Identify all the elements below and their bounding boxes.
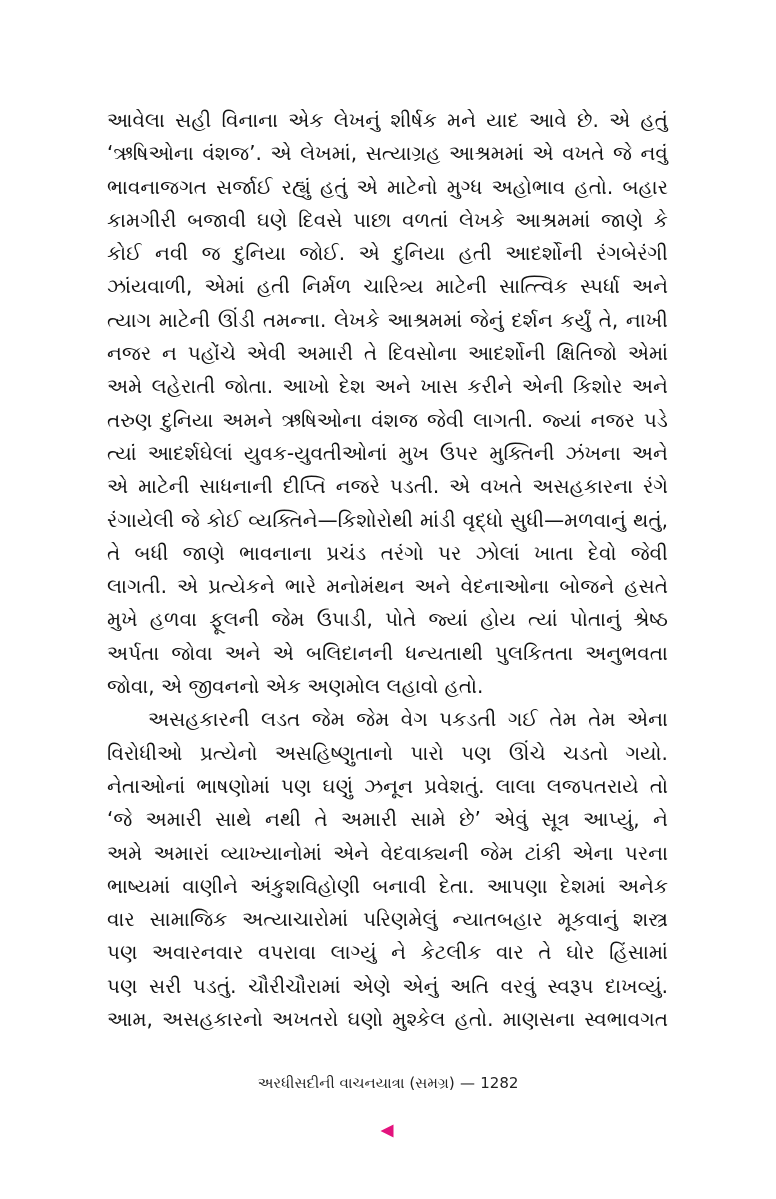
word: ટાંકી bbox=[524, 840, 562, 865]
word: લાગતી. bbox=[107, 574, 167, 599]
word: ભાવનાના bbox=[239, 540, 313, 565]
word: પ્રત્યેકને bbox=[208, 574, 275, 599]
word: કોઈ bbox=[206, 507, 242, 532]
page-number: 1282 bbox=[480, 1074, 519, 1092]
word: ગઈ bbox=[507, 707, 538, 732]
word: પડતું. bbox=[192, 973, 237, 998]
word: બનાવી bbox=[372, 873, 427, 898]
word: આપ્યું, bbox=[583, 807, 640, 832]
word: વેદનાઓના bbox=[460, 574, 550, 599]
word: ઘણું bbox=[322, 773, 354, 798]
word: દર્શન bbox=[511, 307, 553, 332]
body-text bbox=[107, 104, 668, 1036]
word: ઊંચે bbox=[508, 740, 546, 765]
word: હિંસામાં bbox=[609, 940, 668, 965]
word: વંશજ bbox=[371, 407, 418, 432]
word: લેખકે bbox=[334, 307, 380, 332]
word: અસહિષ્ણુતાનો bbox=[274, 740, 394, 765]
word: ‘ઋષિઓના bbox=[107, 141, 194, 166]
word: જે bbox=[180, 507, 200, 532]
word: વપરાવા bbox=[257, 940, 317, 965]
word: એક bbox=[288, 108, 324, 132]
word: તેમ bbox=[588, 707, 616, 732]
word: પુલકિતતા bbox=[495, 640, 574, 665]
word: લજપતરાયે bbox=[546, 773, 639, 798]
word: રંગે bbox=[642, 474, 668, 499]
text-line bbox=[107, 237, 668, 270]
word: મુખે bbox=[107, 607, 138, 632]
word: અને bbox=[631, 440, 668, 465]
word: અવારનવાર bbox=[152, 940, 244, 965]
word: એને bbox=[333, 840, 370, 865]
word: તેમ bbox=[549, 707, 577, 732]
word: મૂકવાનું bbox=[557, 907, 618, 932]
word: ખાસ bbox=[420, 374, 458, 399]
word: એ bbox=[358, 241, 380, 266]
word: ભાવનાજગત bbox=[107, 174, 207, 199]
word: એ bbox=[356, 174, 378, 199]
word: પકડતી bbox=[439, 707, 497, 732]
word: જ bbox=[201, 241, 221, 266]
word: સૂત્ર bbox=[541, 807, 570, 832]
word: અત્યાચારોમાં bbox=[242, 907, 349, 932]
word: જ્યાં bbox=[542, 407, 582, 432]
previous-page-button[interactable] bbox=[380, 1124, 394, 1138]
word: દેવો bbox=[587, 540, 617, 565]
word: અને bbox=[414, 574, 451, 599]
word: રહ્યું bbox=[281, 174, 311, 199]
word: માટેનો bbox=[386, 174, 438, 199]
word: એણે bbox=[352, 973, 391, 998]
word: નિર્મળ bbox=[302, 274, 352, 299]
word: નથી bbox=[265, 807, 301, 832]
text-line bbox=[107, 504, 668, 537]
word: અસહકારનો bbox=[162, 1007, 263, 1032]
word: કોઈ bbox=[107, 241, 142, 266]
word: વ્યાખ્યાનોમાં bbox=[220, 840, 322, 865]
word: નવું bbox=[640, 141, 668, 166]
word: અમારાં bbox=[153, 840, 210, 865]
word: વખતે bbox=[562, 141, 605, 166]
text-line bbox=[107, 270, 668, 303]
word: શસ્ત્ર bbox=[632, 907, 668, 932]
word: દુનિયા bbox=[393, 241, 446, 266]
word: એના bbox=[627, 707, 668, 732]
word: એમાં bbox=[627, 341, 668, 366]
word: દુનિયા bbox=[161, 407, 214, 432]
word: પડતી. bbox=[389, 474, 440, 499]
word: છે. bbox=[577, 108, 599, 132]
word: લેખનું bbox=[333, 108, 381, 132]
word: ભાષણોમાં bbox=[196, 773, 270, 798]
word: કરીને bbox=[467, 374, 513, 399]
word: ઉપાડી, bbox=[316, 607, 373, 632]
word: નવી bbox=[155, 241, 189, 266]
word: વાર bbox=[495, 940, 524, 965]
word: અંકુશવિહોણી bbox=[250, 873, 361, 898]
word: અને bbox=[632, 274, 668, 299]
word: વરવું bbox=[500, 973, 536, 998]
word: નાખી bbox=[625, 307, 668, 332]
book-title: અરધીસદીની વાચનયાત્રા (સમગ્ર) bbox=[257, 1074, 455, 1092]
word: ત્યાં bbox=[107, 440, 137, 465]
word: એ bbox=[449, 474, 471, 499]
text-line bbox=[107, 970, 668, 1003]
word: ચારિત્ર્ય bbox=[363, 274, 424, 299]
word: બોજને bbox=[559, 574, 615, 599]
text-line bbox=[107, 337, 668, 370]
word: પડે bbox=[643, 407, 668, 432]
text-line bbox=[107, 204, 668, 237]
word: તરંગો bbox=[380, 540, 424, 565]
word: શ્રેષ્ઠ bbox=[633, 607, 668, 632]
word: ત્યાગ bbox=[107, 307, 152, 332]
word: ઝંખના bbox=[565, 440, 621, 465]
word: દેશ bbox=[338, 374, 366, 399]
word: જેમ bbox=[356, 707, 390, 732]
word: લહેરાતી bbox=[151, 374, 216, 399]
word: ખાતા bbox=[534, 540, 574, 565]
word: નેતાઓનાં bbox=[107, 773, 186, 798]
word: આદર્શોની bbox=[467, 341, 546, 366]
word: મુગ્ધ bbox=[446, 174, 483, 199]
text-line bbox=[107, 603, 668, 636]
word: વેગ bbox=[400, 707, 428, 732]
word: જેમ bbox=[480, 840, 514, 865]
word: આપણા bbox=[486, 873, 548, 898]
text-line bbox=[107, 304, 668, 337]
word: એના bbox=[572, 840, 614, 865]
word: અને bbox=[224, 640, 261, 665]
word: અનુભવતા bbox=[585, 640, 668, 665]
word: જે bbox=[613, 141, 632, 166]
word: પાછા bbox=[353, 207, 392, 232]
word: લેખમાં, bbox=[300, 141, 358, 166]
word: ઋષિઓના bbox=[281, 407, 362, 432]
text-line bbox=[107, 104, 668, 137]
word: એમાં bbox=[204, 274, 245, 299]
word: દેશમાં bbox=[559, 873, 606, 898]
word: યુવક-યુવતીઓનાં bbox=[243, 440, 388, 465]
word: અમે bbox=[107, 374, 143, 399]
word: દિવસોના bbox=[387, 341, 458, 366]
word: ઉપર bbox=[439, 440, 479, 465]
word: એ bbox=[609, 108, 631, 132]
word: હતો. bbox=[454, 1007, 494, 1032]
text-line bbox=[107, 803, 668, 836]
word: લડત bbox=[260, 707, 301, 732]
word: થતું, bbox=[632, 507, 668, 532]
page-footer bbox=[0, 1073, 776, 1093]
text-line bbox=[107, 370, 668, 403]
word: સર્જાઈ bbox=[216, 174, 273, 199]
word: વૃદ્ધો bbox=[462, 507, 504, 532]
word: વિરોધીઓ bbox=[107, 740, 183, 765]
text-line bbox=[107, 1003, 668, 1036]
word: બધી bbox=[134, 540, 169, 565]
word: ઊંડી bbox=[217, 307, 256, 332]
word: અર્પતા bbox=[107, 640, 160, 665]
word: એનું bbox=[402, 973, 439, 998]
word: હળવા bbox=[149, 607, 197, 632]
text-line bbox=[107, 936, 668, 969]
word: ઘણો bbox=[347, 1007, 384, 1032]
word: અમારી bbox=[340, 807, 398, 832]
word: બહાર bbox=[622, 174, 668, 199]
word: વેદવાક્યની bbox=[380, 840, 469, 865]
word: હતું bbox=[320, 174, 348, 199]
word: વખતે bbox=[480, 474, 523, 499]
word: તે bbox=[538, 940, 552, 965]
text-line: જોવા, એ જીવનનો એક અણમોલ લહાવો હતો. bbox=[107, 674, 484, 699]
word: વળતાં bbox=[402, 207, 449, 232]
word: અને bbox=[374, 374, 411, 399]
word: ઝાંયવાળી, bbox=[107, 274, 193, 299]
text-line bbox=[107, 837, 668, 870]
word: લેખકે bbox=[458, 207, 505, 232]
word: રંગબેરંગી bbox=[596, 241, 668, 266]
word: સ્વરૂપ bbox=[547, 973, 594, 998]
word: ભારે bbox=[284, 574, 317, 599]
word: હતી bbox=[256, 274, 290, 299]
word: તે bbox=[363, 341, 378, 366]
word: લાગતી. bbox=[473, 407, 534, 432]
text-line bbox=[107, 137, 668, 170]
word: જોતા. bbox=[224, 374, 274, 399]
word: જેમ bbox=[311, 707, 345, 732]
word: નજરે bbox=[335, 474, 380, 499]
word: દાખવ્યું. bbox=[605, 973, 668, 998]
word: ઝનૂન bbox=[364, 773, 413, 798]
text-line bbox=[107, 703, 668, 736]
word: પ્રત્યેનો bbox=[199, 740, 258, 765]
word: અમારી bbox=[296, 341, 354, 366]
word: પણ bbox=[281, 773, 312, 798]
word: હતું bbox=[640, 108, 668, 132]
word: માણસના bbox=[502, 1007, 576, 1032]
word: ઘણે bbox=[256, 207, 288, 232]
word: પ્રચંડ bbox=[326, 540, 367, 565]
word: પોતે bbox=[385, 607, 417, 632]
left-triangle-icon bbox=[380, 1124, 394, 1138]
word: અમે bbox=[107, 840, 143, 865]
word: મુશ્કેલ bbox=[392, 1007, 446, 1032]
word: અને bbox=[631, 374, 668, 399]
word: આખો bbox=[282, 374, 330, 399]
word: દેતા. bbox=[438, 873, 475, 898]
word: અતિ bbox=[450, 973, 489, 998]
word: નજર bbox=[107, 341, 152, 366]
text-line bbox=[107, 903, 668, 936]
word: સ્પર્ધા bbox=[580, 274, 620, 299]
word: વાણીને bbox=[182, 873, 238, 898]
word: પરિણમેલું bbox=[363, 907, 438, 932]
word: વિનાના bbox=[221, 108, 279, 132]
word: એ bbox=[272, 640, 294, 665]
word: જાણે bbox=[182, 540, 225, 565]
footer-separator: — bbox=[459, 1074, 475, 1092]
word: જેવી bbox=[630, 540, 668, 565]
word: સરી bbox=[149, 973, 182, 998]
text-line bbox=[107, 637, 668, 670]
word: સામાજિક bbox=[149, 907, 228, 932]
word: યાદ bbox=[486, 108, 519, 132]
word: આશ્રમમાં bbox=[387, 307, 463, 332]
text-line bbox=[107, 171, 668, 204]
text-line bbox=[107, 737, 668, 770]
word: પ્રવેશતું. bbox=[424, 773, 485, 798]
word: ચડતો bbox=[562, 740, 609, 765]
text-line bbox=[107, 470, 668, 503]
word: તો bbox=[649, 773, 668, 798]
paragraph bbox=[107, 104, 668, 703]
word: હતો. bbox=[574, 174, 614, 199]
word: કે bbox=[653, 207, 668, 232]
word: એ bbox=[532, 141, 554, 166]
word: જાણે bbox=[600, 207, 644, 232]
word: ઝોલાં bbox=[475, 540, 520, 565]
text-line bbox=[107, 770, 668, 803]
word: જેવી bbox=[426, 407, 465, 432]
word: જ્યાં bbox=[428, 607, 468, 632]
word: ચૌરીચૌરામાં bbox=[248, 973, 341, 998]
word: પણ bbox=[107, 940, 138, 965]
word: ગયો. bbox=[625, 740, 668, 765]
word: ક્ષિતિજો bbox=[556, 341, 618, 366]
word: આદર્શોની bbox=[505, 241, 583, 266]
word: સાધનાની bbox=[199, 474, 273, 499]
word: એ bbox=[107, 474, 129, 499]
word: કેટલીક bbox=[420, 940, 482, 965]
word: આદર્શઘેલાં bbox=[147, 440, 233, 465]
text-line bbox=[107, 537, 668, 570]
word: તે bbox=[107, 540, 121, 565]
word: ને bbox=[391, 940, 407, 965]
word: દીપ્તિ bbox=[282, 474, 326, 499]
word: હતી bbox=[458, 241, 492, 266]
word: પણ bbox=[107, 973, 138, 998]
word: અહોભાવ bbox=[491, 174, 566, 199]
word: વંશજ’. bbox=[202, 141, 262, 166]
word: સહી bbox=[175, 108, 212, 132]
left-triangle-shape bbox=[381, 1125, 394, 1138]
word: માટેની bbox=[158, 307, 211, 332]
word: મુખ bbox=[398, 440, 429, 465]
word: ભાષ્યમાં bbox=[107, 873, 171, 898]
word: એવું bbox=[494, 807, 528, 832]
word: મને bbox=[447, 108, 477, 132]
word: છે’ bbox=[459, 807, 481, 832]
word: ને bbox=[652, 807, 668, 832]
word: એ bbox=[177, 574, 199, 599]
word: મુક્તિની bbox=[489, 440, 555, 465]
word: પોતાનું bbox=[569, 607, 621, 632]
word: પહોંચે bbox=[187, 341, 236, 366]
word: શીર્ષક bbox=[390, 108, 437, 132]
word: પણ bbox=[461, 740, 492, 765]
word: જોવા bbox=[171, 640, 213, 665]
word: ‘જે bbox=[107, 807, 133, 832]
paragraph bbox=[107, 703, 668, 1036]
word: કિશોર bbox=[573, 374, 623, 399]
word: માટેની bbox=[138, 474, 190, 499]
word: સત્યાગ્રહ bbox=[365, 141, 441, 166]
word: જેનું bbox=[469, 307, 504, 332]
word: લાલા bbox=[495, 773, 536, 798]
word: અમને bbox=[222, 407, 273, 432]
word: તરુણ bbox=[107, 407, 153, 432]
word: અસહકારના bbox=[532, 474, 634, 499]
word: હોય bbox=[480, 607, 516, 632]
word: પારો bbox=[410, 740, 444, 765]
text-line bbox=[107, 404, 668, 437]
word: લાગ્યું bbox=[330, 940, 377, 965]
word: વ્યક્તિને—કિશોરોથી bbox=[248, 507, 414, 532]
word: આવે bbox=[528, 108, 567, 132]
word: ધન્યતાથી bbox=[405, 640, 483, 665]
word: આશ્રમમાં bbox=[515, 207, 591, 232]
word: ઘોર bbox=[566, 940, 595, 965]
word: કામગીરી bbox=[107, 207, 177, 232]
word: ન્યાતબહાર bbox=[452, 907, 543, 932]
text-line bbox=[107, 870, 668, 903]
word: ત્યાં bbox=[528, 607, 558, 632]
word: બલિદાનની bbox=[305, 640, 394, 665]
word: તે bbox=[314, 807, 328, 832]
word: તમન્ના. bbox=[262, 307, 327, 332]
word: માંડી bbox=[419, 507, 456, 532]
word: અમારી bbox=[145, 807, 202, 832]
word: માટેની bbox=[435, 274, 487, 299]
word: અસહકારની bbox=[148, 707, 250, 732]
text-line bbox=[107, 437, 668, 470]
word: સ્વભાવગત bbox=[584, 1007, 668, 1032]
word: અનેક bbox=[617, 873, 668, 898]
word: સાથે bbox=[215, 807, 252, 832]
word: સામે bbox=[410, 807, 446, 832]
word: પરના bbox=[624, 840, 668, 865]
word: નજર bbox=[590, 407, 635, 432]
word: જોઈ. bbox=[299, 241, 346, 266]
word: તે, bbox=[598, 307, 619, 332]
word: જેમ bbox=[271, 607, 305, 632]
word: અખતરો bbox=[272, 1007, 339, 1032]
word: ન bbox=[162, 341, 177, 366]
word: દિવસે bbox=[298, 207, 343, 232]
text-line bbox=[107, 570, 668, 603]
word: મનોમંથન bbox=[326, 574, 405, 599]
word: આવેલા bbox=[107, 108, 165, 132]
word: સુધી—મળવાનું bbox=[510, 507, 627, 532]
word: પર bbox=[438, 540, 462, 565]
word: એની bbox=[521, 374, 564, 399]
word: હસતે bbox=[624, 574, 668, 599]
word: વાર bbox=[107, 907, 135, 932]
word: આમ, bbox=[107, 1007, 153, 1032]
word: રંગાયેલી bbox=[107, 507, 175, 532]
word: કર્યું bbox=[560, 307, 592, 332]
word: દુનિયા bbox=[234, 241, 286, 266]
word: એવી bbox=[246, 341, 287, 366]
word: ફૂલની bbox=[209, 607, 260, 632]
word: એ bbox=[270, 141, 292, 166]
word: સાત્ત્વિક bbox=[499, 274, 568, 299]
word: આશ્રમમાં bbox=[449, 141, 524, 166]
word: બજાવી bbox=[187, 207, 247, 232]
